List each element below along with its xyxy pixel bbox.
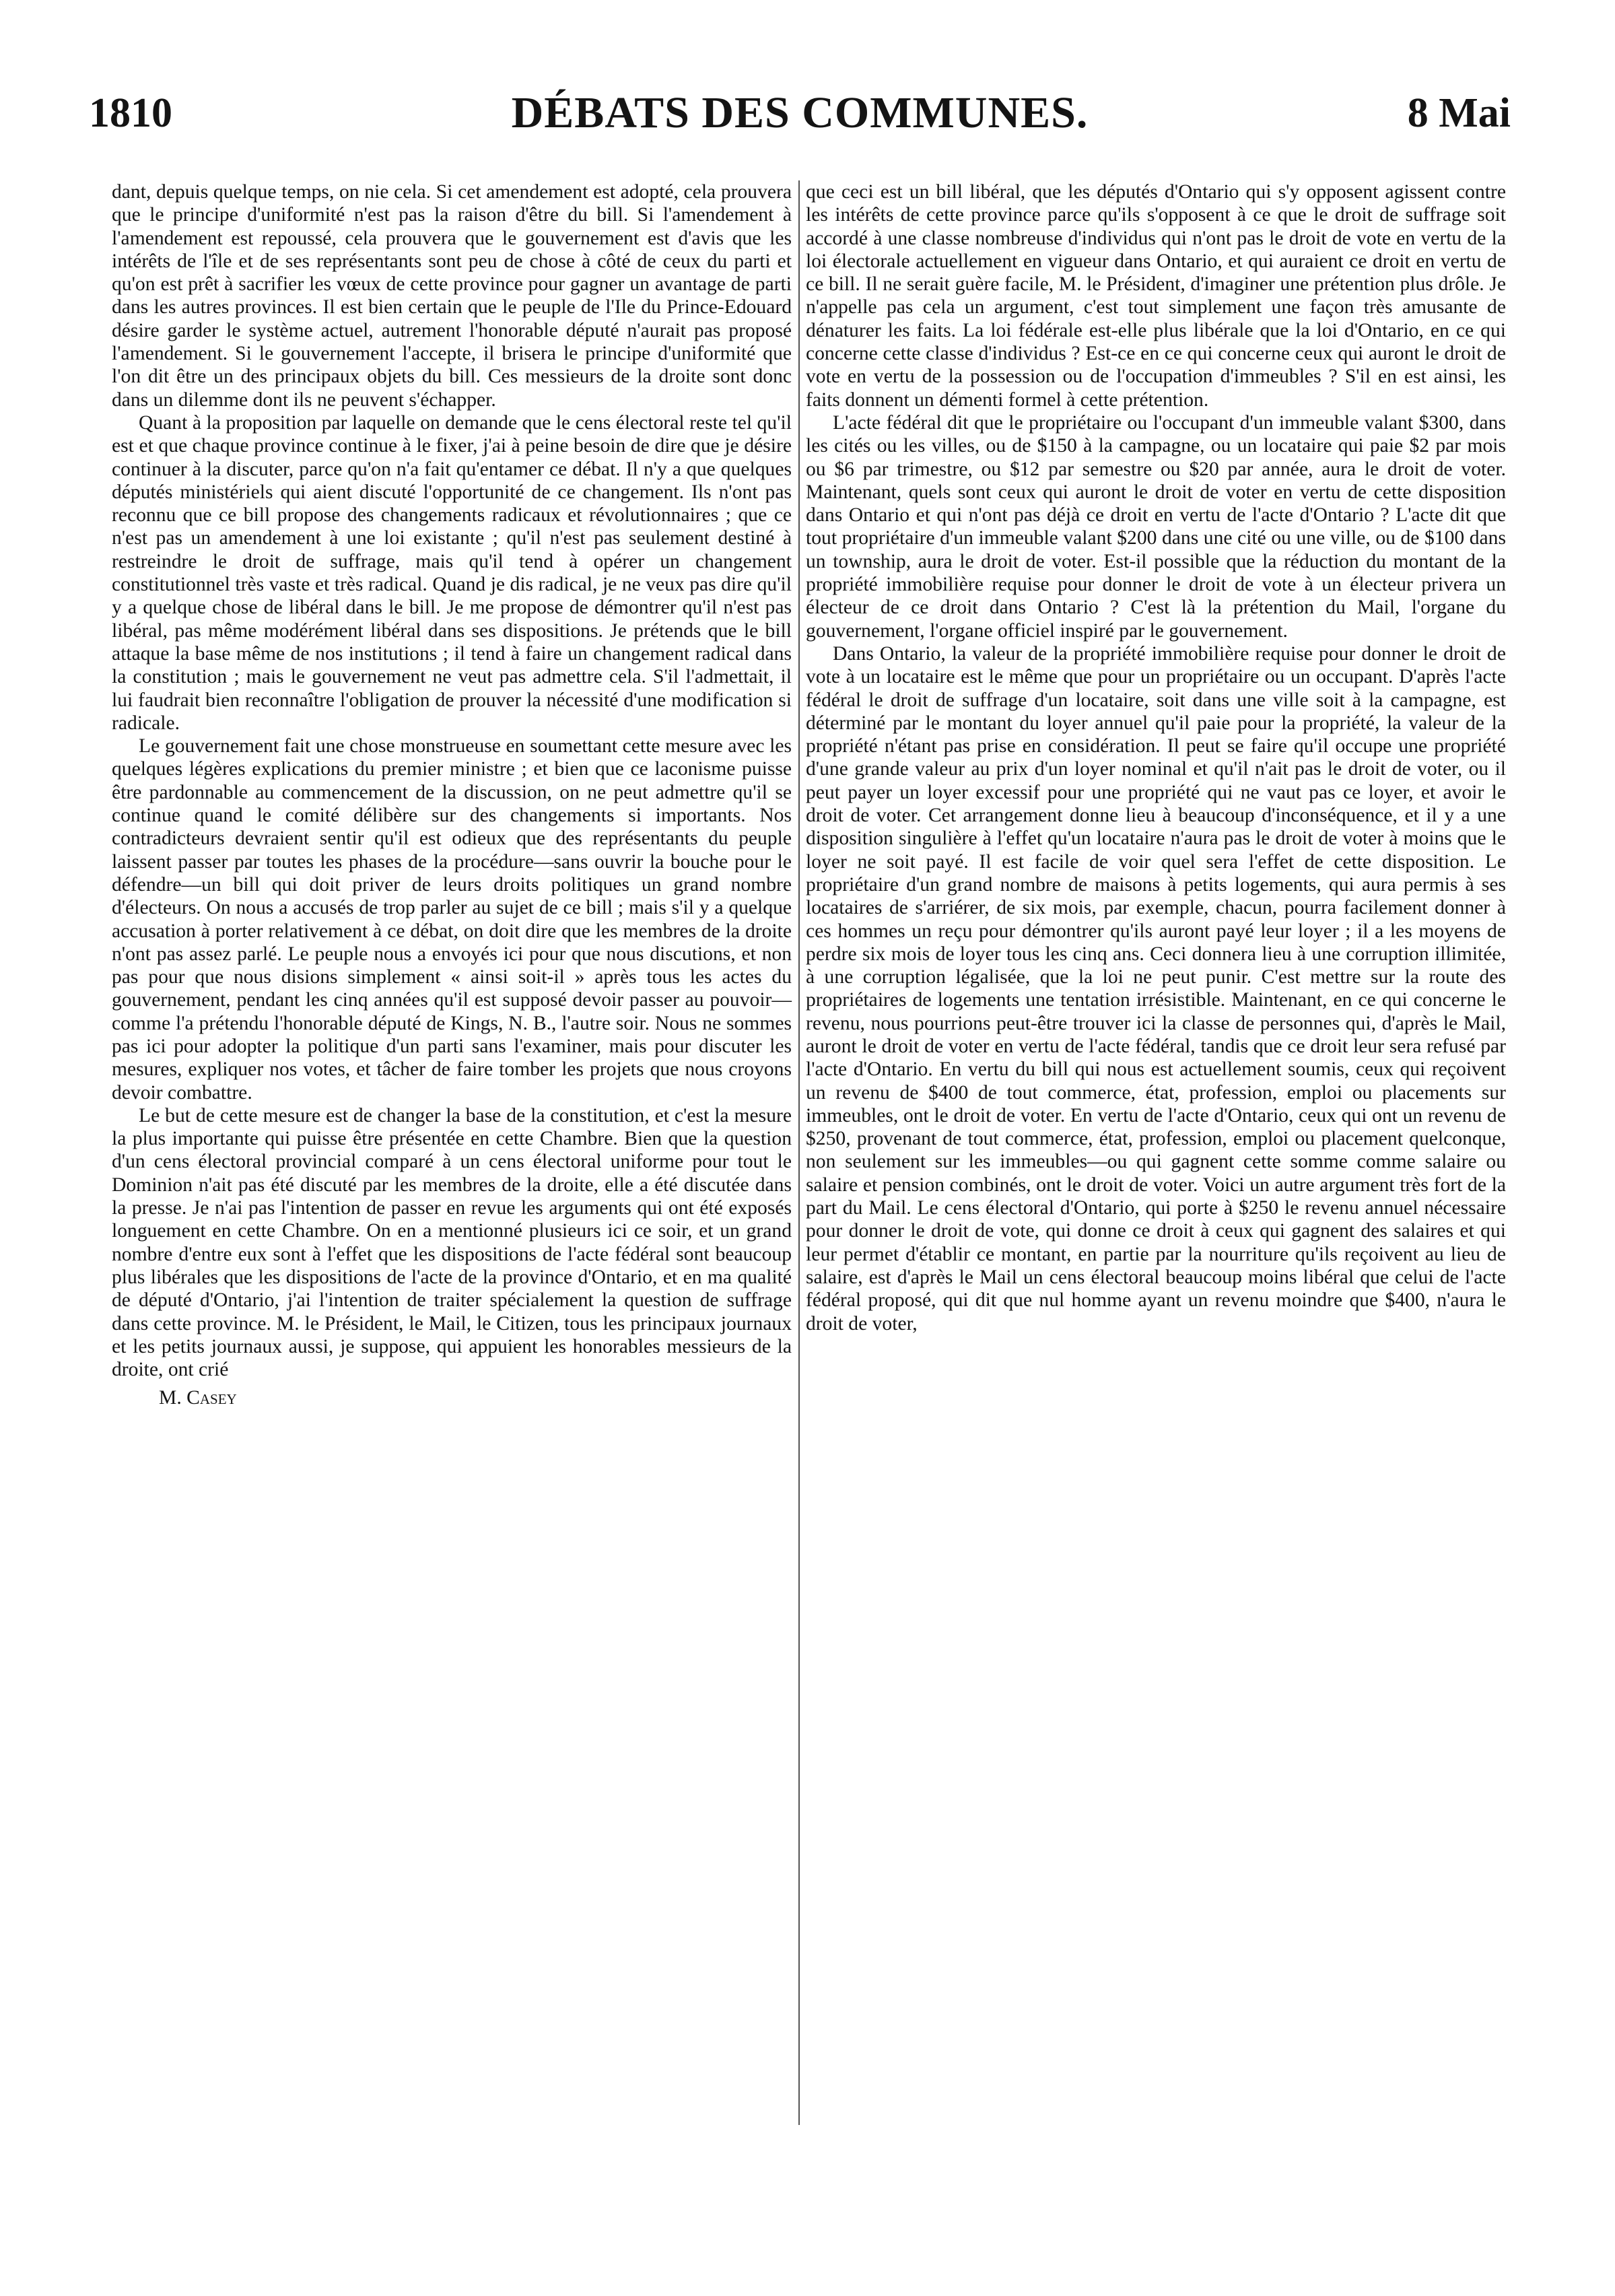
paragraph: Dans Ontario, la valeur de la propriété immobilière requise pour donner le droit de vote à un locataire est le même que pour un propriétaire ou un occupant. D'après l'acte fédéral le droit de suffrage d'un locataire, soit dans une ville soit à la campagne, est déterminé par le montant du loyer annuel qu'il paie pour la propriété, la valeur de la propriété n'étant pas prise en considération. Il peut se faire qu'il occupe une propriété d'une grande valeur au prix d'un loyer nominal et qu'il n'ait pas le droit de voter, ou il peut payer un loyer excessif pour une propriété qui ne vaut pas ce loyer, et avoir le droit de voter. Cet arrangement donne lieu à beaucoup d'inconséquence, et il y a une disposition singulière à l'effet qu'un locataire n'aura pas le droit de voter à moins que le loyer ne soit payé. Il est facile de voir quel sera l'effet de cette disposition. Le propriétaire d'un grand nombre de maisons à petits logements, qui aura permis à ses locataires de s'arriérer, de six mois, par exemple, chacun, pourra facilement donner à ces hommes un reçu pour démontrer qu'ils auront payé leur loyer ; il a les moyens de perdre six mois de loyer tous les cinq ans. Ceci donnera lieu à une corruption illimitée, à une corruption légalisée, que la loi ne peut punir. C'est mettre sur la route des propriétaires de logements une tentation irrésistible. Maintenant, en ce qui concerne le revenu, nous pourrions peut-être trouver ici la classe de personnes qui, d'après le Mail, auront le droit de voter en vertu de l'acte fédéral, tandis que ce droit leur sera refusé par l'acte d'Ontario. En vertu du bill qui nous est actuellement soumis, ceux qui reçoivent un revenu de $400 de tout commerce, état, profession, emploi ou placements sur immeubles, ont le droit de voter. En vertu de l'acte d'Ontario, ceux qui ont un revenu de $250, provenant de tout commerce, état, profession, emploi ou placement quelconque, non seulement sur les immeubles—ou qui gagnent cette somme comme salaire ou salaire et pension combinés, ont le droit de voter. Voici un autre argument très fort de la part du Mail. Le cens électoral d'Ontario, qui porte à $250 le revenu annuel nécessaire pour donner le droit de vote, qui donne ce droit à ceux qui gagnent des salaires et qui leur permet d'établir ce montant, en partie par la nourriture qu'ils reçoivent au lieu de salaire, est d'après le Mail un cens électoral beaucoup moins libéral que celui de l'acte fédéral proposé, qui dit que nul homme ayant un revenu moindre que $400, n'aura le droit de voter, — [806, 642, 1506, 1335]
speaker-name: M. Casey — [159, 1387, 237, 1409]
paragraph: Quant à la proposition par laquelle on demande que le cens électoral reste tel qu'il est et que chaque province continue à le fixer, j'ai à peine besoin de dire que je désire continuer à la discuter, parce qu'on n'a fait qu'entamer ce débat. Il n'y a que quelques députés ministériels qui aient discuté l'opportunité de ce changement. Ils n'ont pas reconnu que ce bill propose des changements radicaux et révolutionnaires ; que ce n'est pas un amendement à une loi existante ; qu'il n'est pas seulement destiné à restreindre le droit de suffrage, mais qu'il tend à opérer un changement constitutionnel très vaste et très radical. Quand je dis radical, je ne veux pas dire qu'il y a quelque chose de libéral dans le bill. Je me propose de démontrer qu'il n'est pas libéral, pas même modérément libéral dans ses dispositions. Je prétends que le bill attaque la base même de nos institutions ; il tend à faire un changement radical dans la constitution ; mais le gouvernement ne veut pas admettre cela. S'il l'admettait, il lui faudrait bien reconnaître l'obligation de prouver la nécessité d'une modification si radicale. — [112, 411, 792, 734]
journal-title: DÉBATS DES COMMUNES. — [511, 88, 1089, 137]
paragraph: Le gouvernement fait une chose monstrueuse en soumettant cette mesure avec les quelques légères explications du premier ministre ; et bien que ce laconisme puisse être pardonnable au commencement de la discussion, on ne peut admettre qu'il se continue quand le comité délibère sur des changements si importants. Nos contradicteurs devraient sentir qu'il est odieux que des représentants du peuple laissent passer par toutes les phases de la procédure—sans ouvrir la bouche pour le défendre—un bill qui doit priver de leurs droits politiques un grand nombre d'électeurs. On nous a accusés de trop parler au sujet de ce bill ; mais s'il y a quelque accusation à porter relativement à ce débat, on doit dire que les membres de la droite n'ont pas assez parlé. Le peuple nous a envoyés ici pour que nous discutions, et non pas pour que nous disions simplement « ainsi soit-il » après tous les actes du gouvernement, pendant les cinq années qu'il est supposé devoir passer au pouvoir—comme l'a prétendu l'honorable député de Kings, N. B., l'autre soir. Nous ne sommes pas ici pour adopter la politique d'un parti sans l'examiner, mais pour discuter les mesures, expliquer nos votes, et tâcher de faire tomber les projets que nous croyons devoir combattre. — [112, 735, 792, 1104]
page-header — [89, 86, 1511, 140]
paragraph: Le but de cette mesure est de changer la base de la constitution, et c'est la mesure la plus importante qui puisse être présentée en cette Chambre. Bien que la question d'un cens électoral provincial comparé à un cens électoral uniforme pour tout le Dominion n'ait pas été discuté par les membres de la droite, elle a été discutée dans la presse. Je n'ai pas l'intention de passer en revue les arguments qui ont été exposés longuement en cette Chambre. On en a mentionné plusieurs ici ce soir, et un grand nombre d'entre eux sont à l'effet que les dispositions de l'acte fédéral sont beaucoup plus libérales que les dispositions de l'acte de la province d'Ontario, et en ma qualité de député d'Ontario, j'ai l'intention de traiter spécialement la question de suffrage dans cette province. M. le Président, le Mail, le Citizen, tous les principaux journaux et les petits journaux aussi, je suppose, qui appuient les honorables messieurs de la droite, ont crié — [112, 1104, 792, 1381]
paragraph: L'acte fédéral dit que le propriétaire ou l'occupant d'un immeuble valant $300, dans les cités ou les villes, ou de $150 à la campagne, ou un locataire qui paie $2 par mois ou $6 par trimestre, ou $12 par semestre ou $20 par année, aura le droit de voter. Maintenant, quels sont ceux qui auront le droit de voter en vertu de cette disposition dans Ontario et qui n'ont pas déjà ce droit en vertu de l'acte d'Ontario ? L'acte dit que tout propriétaire d'un immeuble valant $200 dans une cité ou une ville, ou de $100 dans un township, aura le droit de voter. Est-il possible que la réduction du montant de la propriété immobilière requise pour donner le droit de vote à un électeur privera un électeur de ce droit dans Ontario ? C'est là la prétention du Mail, l'organe du gouvernement, l'organe officiel inspiré par le gouvernement. — [806, 411, 1506, 642]
page-number: 1810 — [89, 90, 172, 136]
column-divider — [798, 180, 800, 2125]
right-column — [806, 180, 1506, 1335]
left-column — [112, 180, 792, 1410]
paragraph: dant, depuis quelque temps, on nie cela. Si cet amendement est adopté, cela prouvera que le principe d'uniformité n'est pas la raison d'être du bill. Si l'amendement à l'amendement est repoussé, cela prouvera que le gouvernement est d'avis que les intérêts de l'île et de ses représentants sont peu de chose à côté de ceux du parti et qu'on est prêt à sacrifier les vœux de cette province pour gagner un avantage de parti dans les autres provinces. Il est bien certain que le peuple de l'Ile du Prince-Edouard désire garder le système actuel, autrement l'honorable député n'aurait pas proposé l'amendement. Si le gouvernement l'accepte, il brisera le principe d'uniformité que l'on dit être un des principaux objets du bill. Ces messieurs de la droite sont donc dans un dilemme dont ils ne peuvent s'échapper. — [112, 181, 792, 411]
page-date: 8 Mai — [1407, 90, 1511, 136]
paragraph: que ceci est un bill libéral, que les députés d'Ontario qui s'y opposent agissent contre les intérêts de cette province parce qu'ils s'opposent à ce que le droit de suffrage soit accordé à une classe nombreuse d'individus qui n'ont pas le droit de vote en vertu de la loi électorale actuellement en vigueur dans Ontario, et qui auraient ce droit en vertu de ce bill. Il ne serait guère facile, M. le Président, d'imaginer une prétention plus drôle. Je n'appelle pas cela un argument, c'est tout simplement une façon très amusante de dénaturer les faits. La loi fédérale est-elle plus libérale que la loi d'Ontario, en ce qui concerne cette classe d'individus ? Est-ce en ce qui concerne ceux qui auront le droit de vote en vertu de la possession ou de l'occupation d'immeubles ? S'il en est ainsi, les faits donnent un démenti formel à cette prétention. — [806, 181, 1506, 411]
